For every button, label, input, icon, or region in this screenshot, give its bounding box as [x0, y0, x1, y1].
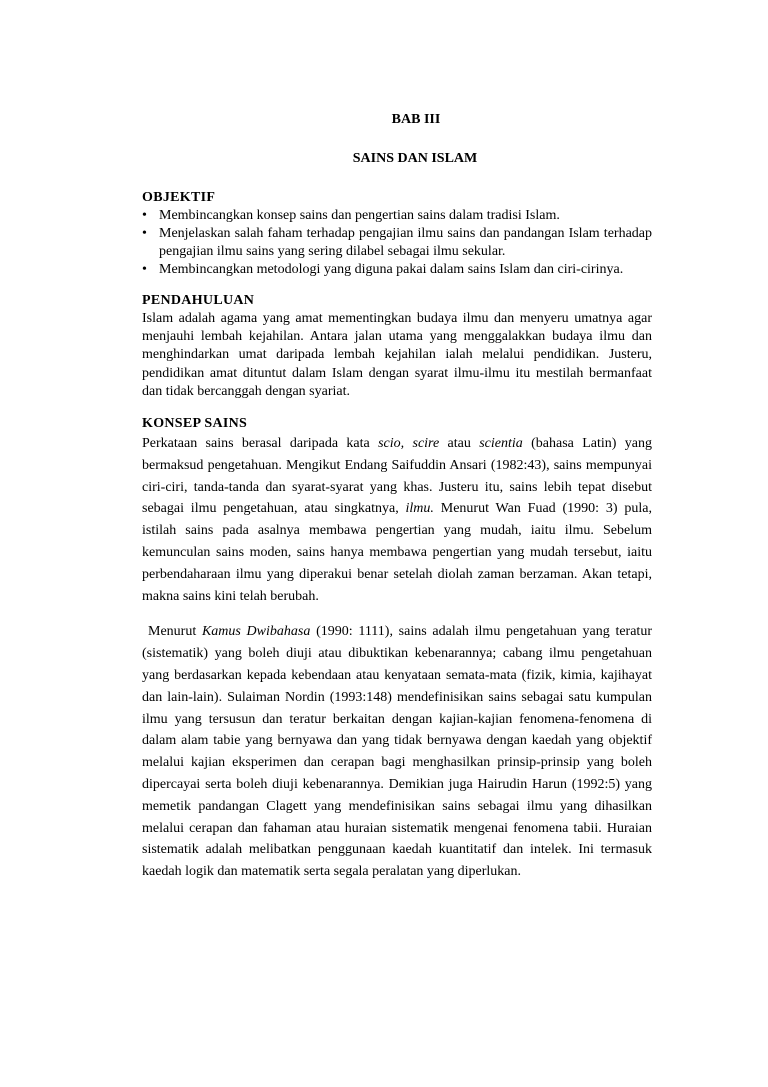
pendahuluan-paragraph: Islam adalah agama yang amat mementingkan budaya ilmu dan menyeru umatnya agar menjauhi lembah kejahilan. Antara jalan utama yang menggalakkan budaya ilmu dan menghindarkan umat daripada lembah kejahilan ialah melalui pendidikan. Justeru, pendidikan amat dituntut dalam Islam dengan syarat ilmu-ilmu itu mestilah bermanfaat dan tidak bercanggah dengan syariat. [142, 311, 652, 399]
bullet-icon: • [142, 226, 147, 241]
text-run: (bahasa Latin) yang bermaksud pengetahuan. Mengikut Endang Saifuddin Ansari (1982:43), sains mempunyai ciri-ciri, tanda-tanda dan syarat-syarat yang khas. Justeru itu, sains lebih tepat disebut sebagai ilmu pengetahuan, atau singkatnya, [142, 436, 652, 517]
italic-term: ilmu. [405, 501, 434, 517]
list-item [142, 207, 652, 225]
text-run: Menurut Wan Fuad (1990: 3) pula, istilah sains pada asalnya membawa pengertian yang mudah, iaitu ilmu. Sebelum kemunculan sains moden, sains hanya membawa pengertian yang mudah tersebut, iaitu perbendaharaan ilmu yang diperakui benar setelah diolah zaman berzaman. Akan tetapi, makna sains kini telah berubah. [142, 501, 652, 604]
latin-term: scientia [479, 436, 523, 452]
objective-list [142, 207, 652, 279]
text-run: (1990: 1111), sains adalah ilmu pengetahuan yang teratur (sistematik) yang boleh diuji atau dibuktikan kebenarannya; cabang ilmu pengetahuan yang berdasarkan kepada kebendaan atau kenyataan semata-mata (fizik, kimia, kajihayat dan lain-lain). Sulaiman Nordin (1993:148) mendefinisikan sains sebagai satu kumpulan ilmu yang tersusun dan teratur berkaitan dengan kajian-kajian fenomena-fenomena di dalam alam tabie yang bernyawa dan yang tidak bernyawa dengan kaedah yang objektif melalui kajian eksperimen dan cerapan bagi menghasilkan prinsip-prinsip yang boleh dipercayai serta boleh diuji kebenarannya. Demikian juga Hairudin Harun (1992:5) yang memetik pandangan Clagett yang mendefinisikan sains sebagai ilmu yang dihasilkan melalui cerapan dan fahaman atau huraian sistematik mengenai fenomena tabii. Huraian sistematik adalah melibatkan penggunaan kaedah kuantitatif dan intelek. Ini termasuk kaedah logik dan matematik serta segala peralatan yang diperlukan. [142, 624, 652, 880]
bullet-icon: • [142, 208, 147, 223]
konsep-paragraph-1 [142, 433, 652, 607]
list-item [142, 225, 652, 261]
heading-objektif: OBJEKTIF [142, 190, 216, 205]
section-objektif [142, 189, 652, 279]
section-pendahuluan [142, 292, 652, 401]
heading-pendahuluan: PENDAHULUAN [142, 293, 255, 308]
heading-konsep-sains: KONSEP SAINS [142, 416, 248, 432]
book-title: Kamus Dwibahasa [201, 624, 311, 640]
document-page [142, 112, 652, 897]
bullet-icon: • [142, 262, 147, 277]
latin-term: scio, scire [378, 436, 440, 452]
objective-text: Menjelaskan salah faham terhadap pengajian ilmu sains dan pandangan Islam terhadap pengajian ilmu sains yang sering dilabel sebagai ilmu sekular. [159, 226, 652, 259]
section-konsep-sains [142, 415, 652, 883]
text-run: atau [439, 436, 480, 452]
chapter-title: SAINS DAN ISLAM [352, 151, 478, 166]
objective-text: Membincangkan metodologi yang diguna pakai dalam sains Islam dan ciri-cirinya. [159, 262, 624, 277]
list-item [142, 261, 652, 279]
konsep-paragraph-2 [142, 621, 652, 883]
text-run: Perkataan sains berasal daripada kata [142, 436, 379, 452]
chapter-number: BAB III [391, 112, 441, 127]
objective-text: Membincangkan konsep sains dan pengertian sains dalam tradisi Islam. [159, 208, 560, 223]
text-run: Menurut [148, 624, 202, 640]
